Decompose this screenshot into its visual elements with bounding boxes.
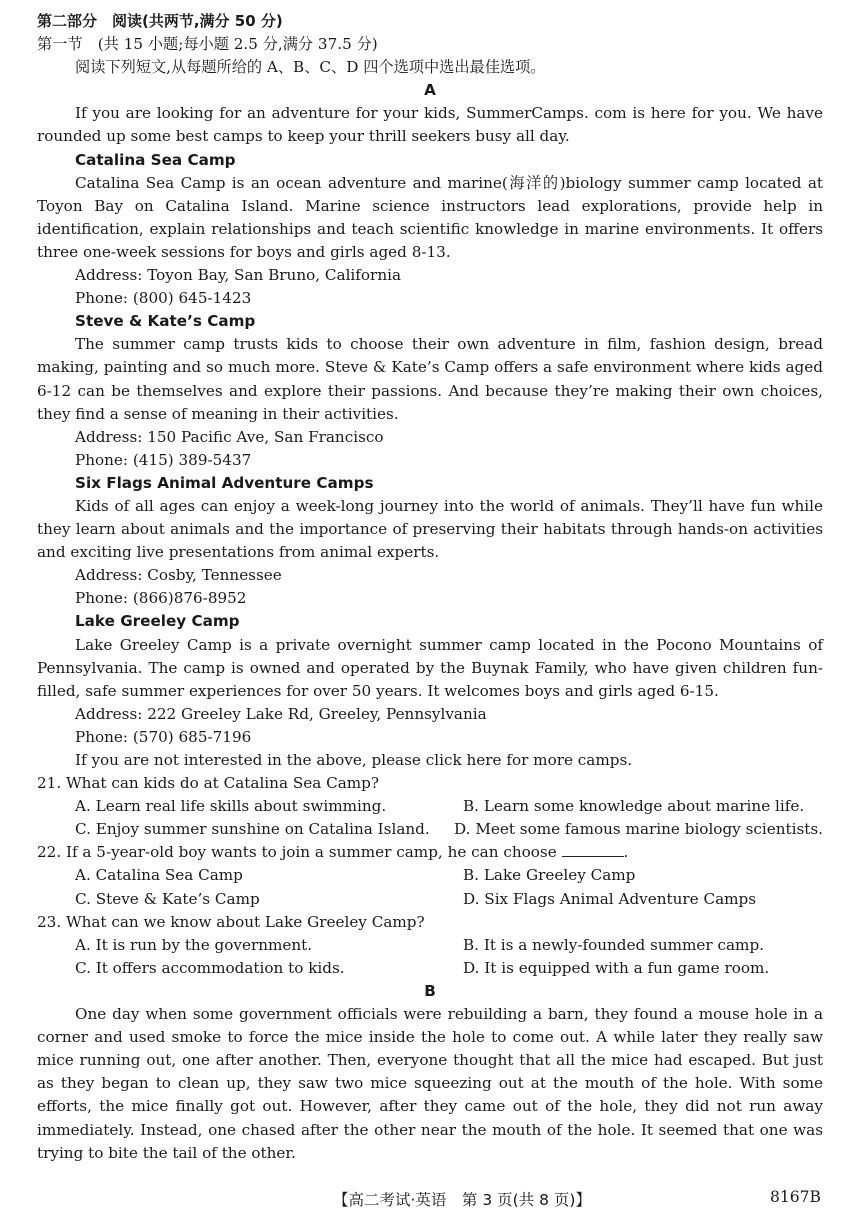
camp-phone: Phone: (866)876-8952 — [75, 589, 247, 608]
camp-phone: Phone: (800) 645-1423 — [75, 289, 252, 308]
option: D. Six Flags Animal Adventure Camps — [463, 889, 757, 908]
camp-description: Catalina Sea Camp is an ocean adventure and marine(海洋的)biology summer camp located at Toyon Bay on Catalina Island. Marine science instructors lead explorations, provide help in identification, explain relationships and teach scientific knowledge in marine environments. It offers three one-week sessions for boys and girls aged 8-13. — [37, 173, 823, 261]
camp-address: Address: 150 Pacific Ave, San Francisco — [75, 427, 384, 446]
option: C. Steve & Kate’s Camp — [75, 889, 260, 908]
option-row — [37, 864, 823, 887]
option: D. It is equipped with a fun game room. — [463, 958, 770, 977]
answer-blank — [562, 842, 624, 857]
instruction: 阅读下列短文,从每题所给的 A、B、C、D 四个选项中选出最佳选项。 — [75, 58, 546, 77]
option: B. Lake Greeley Camp — [463, 866, 636, 885]
camp-address: Address: Toyon Bay, San Bruno, California — [75, 266, 402, 285]
option-row — [37, 818, 823, 841]
passage-a-label: A — [424, 81, 436, 100]
option-row — [37, 888, 823, 911]
passage-a-outro: If you are not interested in the above, please click here for more camps. — [75, 751, 633, 769]
exam-code: 8167B — [770, 1188, 821, 1206]
question-stem: 22. If a 5-year-old boy wants to join a summer camp, he can choose — [37, 843, 557, 862]
option: D. Meet some famous marine biology scientists. — [454, 820, 823, 839]
option-row — [37, 934, 823, 957]
camp-name: Steve & Kate’s Camp — [75, 312, 256, 331]
question-stem-end: . — [623, 843, 629, 862]
passage-a-intro: If you are looking for an adventure for your kids, SummerCamps. com is here for you. We have rounded up some best camps to keep your thrill seekers busy all day. — [37, 104, 823, 146]
camp-name: Six Flags Animal Adventure Camps — [75, 473, 374, 492]
camp-name: Lake Greeley Camp — [75, 612, 240, 631]
part-heading: 第二部分 阅读(共两节,满分 50 分) — [37, 12, 283, 30]
passage-b-text: One day when some government officials were rebuilding a barn, they found a mouse hole in a corner and used smoke to force the mice inside the hole to come out. A while later they really saw mice running out, one after another. Then, everyone thought that all the mice had escaped. But just as they began to clean up, they saw two mice squeezing out at the mouth of the hole. With some efforts, the mice finally got out. However, after they came out of the hole, they did not run away immediately. Instead, one chased after the other near the mouth of the hole. It seemed that one was trying to bite the tail of the other. — [37, 1005, 823, 1162]
camp-description: Lake Greeley Camp is a private overnight summer camp located in the Pocono Mountains of Pennsylvania. The camp is owned and operated by the Buynak Family, who have given children fun-filled, safe summer experiences for over 50 years. It welcomes boys and girls aged 6-15. — [37, 635, 823, 700]
option-row — [37, 957, 823, 980]
camp-description: The summer camp trusts kids to choose their own adventure in film, fashion design, bread making, painting and so much more. Steve & Kate’s Camp offers a safe environment where kids aged 6-12 can be themselves and explore their passions. And because they’re making their own choices, they find a sense of meaning in their activities. — [37, 335, 823, 423]
option: A. It is run by the government. — [75, 935, 313, 954]
exam-page — [37, 10, 823, 1165]
page-label: 【高二考试·英语 第 3 页(共 8 页)】 — [333, 1191, 591, 1209]
question-stem: 21. What can kids do at Catalina Sea Camp? — [37, 774, 380, 793]
option: B. It is a newly-founded summer camp. — [463, 935, 764, 954]
passage-b-label: B — [424, 981, 436, 1000]
option: A. Catalina Sea Camp — [75, 866, 243, 885]
question-stem: 23. What can we know about Lake Greeley Camp? — [37, 912, 425, 931]
camp-address: Address: Cosby, Tennessee — [75, 566, 282, 585]
option: C. Enjoy summer sunshine on Catalina Island. — [75, 820, 430, 839]
section-heading: 第一节 (共 15 小题;每小题 2.5 分,满分 37.5 分) — [37, 35, 378, 54]
camp-name: Catalina Sea Camp — [75, 150, 236, 169]
camp-phone: Phone: (415) 389-5437 — [75, 450, 252, 469]
option-row — [37, 795, 823, 818]
camp-address: Address: 222 Greeley Lake Rd, Greeley, Pennsylvania — [75, 704, 487, 723]
option: B. Learn some knowledge about marine life. — [463, 797, 805, 816]
question-stem-row — [37, 841, 823, 864]
option: C. It offers accommodation to kids. — [75, 958, 345, 977]
camp-description: Kids of all ages can enjoy a week-long journey into the world of animals. They’ll have fun while they learn about animals and the importance of preserving their habitats through hands-on activities and exciting live presentations from animal experts. — [37, 496, 823, 562]
camp-phone: Phone: (570) 685-7196 — [75, 727, 252, 746]
option: A. Learn real life skills about swimming. — [75, 797, 387, 816]
